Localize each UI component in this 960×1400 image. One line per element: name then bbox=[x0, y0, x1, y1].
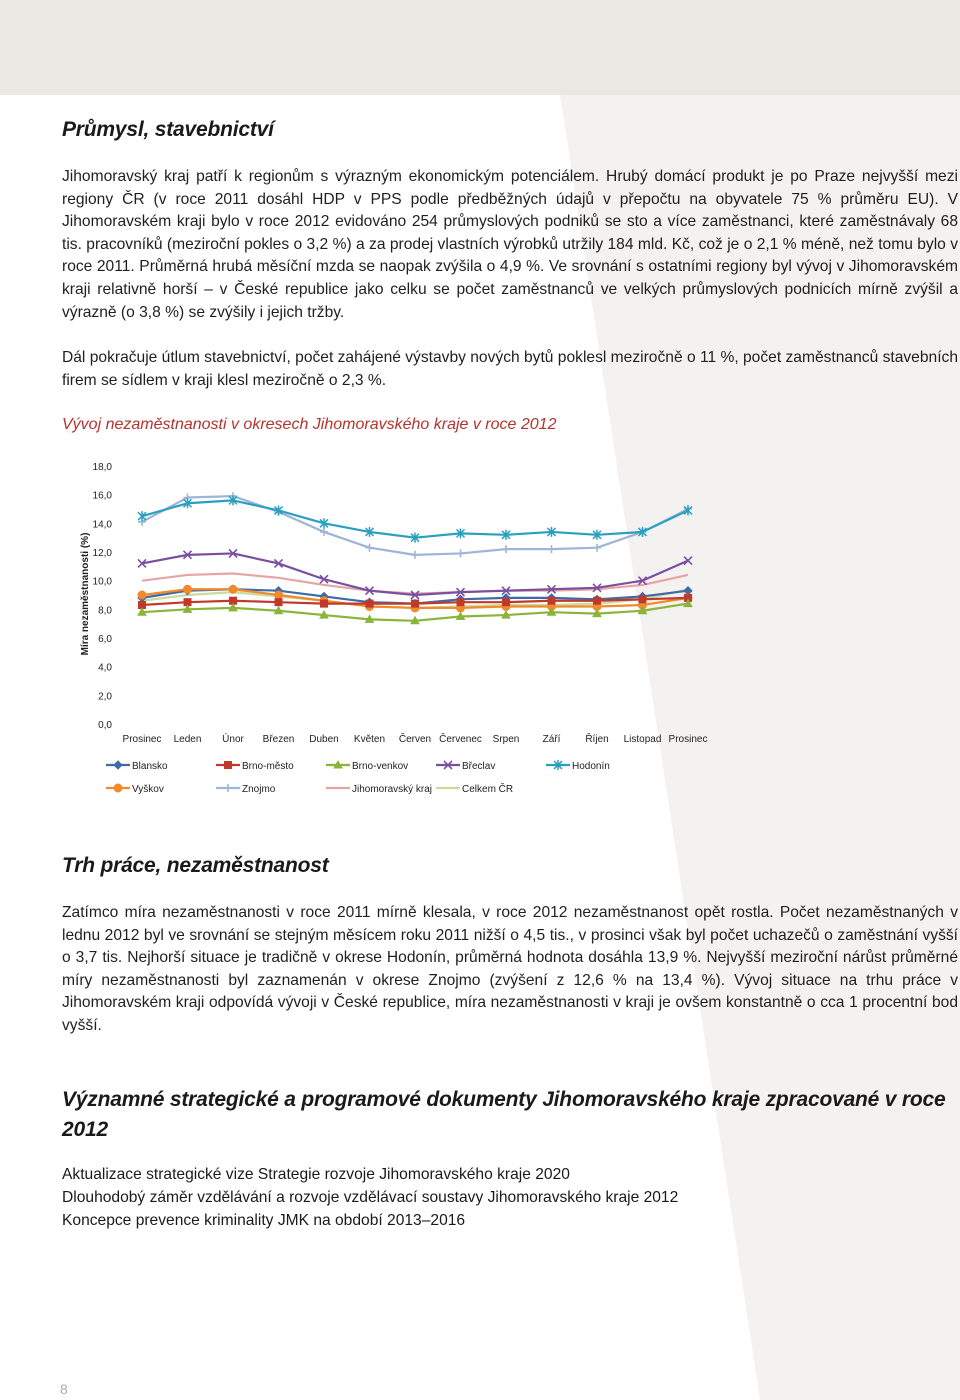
legend-label: Vyškov bbox=[132, 784, 164, 795]
y-tick-label: 6,0 bbox=[98, 634, 112, 645]
x-tick-label: Srpen bbox=[492, 734, 520, 745]
document-item: Dlouhodobý záměr vzdělávání a rozvoje vzdělávací soustavy Jihomoravského kraje 2012 bbox=[62, 1189, 679, 1206]
series-line bbox=[142, 500, 688, 537]
y-tick-label: 8,0 bbox=[98, 605, 112, 617]
x-tick-label: Prosinec bbox=[122, 734, 162, 745]
series-line bbox=[142, 496, 688, 555]
x-tick-label: Duben bbox=[309, 734, 339, 745]
data-point bbox=[412, 600, 419, 607]
data-point bbox=[321, 600, 328, 607]
legend-label: Brno-město bbox=[242, 761, 294, 772]
legend-label: Hodonín bbox=[572, 761, 610, 772]
unemployment-line-chart bbox=[62, 446, 960, 806]
data-point bbox=[184, 585, 192, 593]
chart-caption: Vývoj nezaměstnanosti v okresech Jihomoravského kraje v roce 2012 bbox=[62, 416, 557, 433]
x-tick-label: Červen bbox=[398, 734, 432, 745]
section-title-documents: Významné strategické a programové dokumenty Jihomoravského kraje zpracované v roce 2012 bbox=[62, 1088, 946, 1141]
y-tick-label: 12,0 bbox=[92, 548, 112, 559]
x-tick-label: Únor bbox=[222, 734, 244, 745]
section-title-industry: Průmysl, stavebnictví bbox=[62, 118, 274, 141]
data-point bbox=[457, 549, 465, 557]
x-tick-label: Září bbox=[542, 734, 561, 745]
data-point bbox=[502, 545, 510, 553]
x-tick-label: Prosinec bbox=[668, 734, 708, 745]
data-point bbox=[411, 551, 419, 559]
document-item: Aktualizace strategické vize Strategie rozvoje Jihomoravského kraje 2020 bbox=[62, 1166, 570, 1183]
y-tick-label: 14,0 bbox=[92, 519, 112, 531]
industry-paragraph-1: Jihomoravský kraj patří k regionům s výrazným ekonomickým potenciálem. Hrubý domácí produkt je po Praze nejvyšší mezi regiony ČR (v roce 2011 dosáhl HDP v PPS podle předběžných údajů v přepočtu na obyvatele 75 % průměru EU). V Jihomoravském kraji bylo v roce 2012 evidováno 254 průmyslových podniků se sto a více zaměstnanci, které zaměstnávaly 68 tis. pracovníků (meziroční pokles o 3,2 %) a za prodej vlastních výrobků utržily 184 mld. Kč, což je o 2,1 % méně, než tomu bylo v roce 2011. Průměrná hrubá měsíční mzda se naopak zvýšila o 4,9 %. Ve srovnání s ostatními regiony byl vývoj v Jihomoravském kraji relativně horší – v České republice jako celku se počet zaměstnanců ve velkých průmyslových podnicích mírně zvýšil a výrazně (o 3,8 %) se zvýšily i jejich tržby. bbox=[62, 168, 958, 321]
data-point bbox=[366, 544, 374, 552]
industry-paragraph-2: Dál pokračuje útlum stavebnictví, počet zahájené výstavby nových bytů poklesl meziročně o 11 %, počet zaměstnanců stavebních firem se sídlem v kraji klesl meziročně o 2,3 %. bbox=[62, 349, 958, 389]
data-point bbox=[320, 528, 328, 536]
data-point bbox=[275, 591, 283, 599]
data-point bbox=[138, 591, 146, 599]
data-point bbox=[114, 784, 122, 792]
data-point bbox=[684, 557, 692, 565]
documents-list bbox=[62, 1163, 678, 1232]
x-tick-label: Květen bbox=[353, 734, 386, 745]
data-point bbox=[114, 761, 122, 769]
data-point bbox=[225, 762, 232, 769]
data-point bbox=[275, 599, 282, 606]
y-tick-label: 0,0 bbox=[98, 720, 112, 731]
x-tick-label: Listopad bbox=[623, 734, 662, 745]
y-axis-label: Míra nezaměstnanosti (%) bbox=[80, 532, 91, 656]
data-point bbox=[548, 597, 555, 604]
x-tick-label: Březen bbox=[262, 734, 295, 745]
data-point bbox=[593, 544, 601, 552]
document-item: Koncepce prevence kriminality JMK na období 2013–2016 bbox=[62, 1212, 466, 1229]
y-tick-label: 16,0 bbox=[92, 490, 112, 502]
header-band bbox=[0, 0, 960, 95]
x-tick-label: Leden bbox=[173, 734, 202, 745]
legend-label: Blansko bbox=[132, 761, 168, 772]
page-number: 8 bbox=[60, 1381, 68, 1397]
data-point bbox=[366, 600, 373, 607]
data-point bbox=[457, 599, 464, 606]
labour-paragraph: Zatímco míra nezaměstnanosti v roce 2011 mírně klesala, v roce 2012 nezaměstnanost opět rostla. Počet nezaměstnaných v lednu 2012 byl ve srovnání se stejným měsícem roku 2011 nižší o 4,5 tis., v prosinci však byl počet uchazečů o zaměstnání vyšší o 3,7 tis. Nejhorší situace je tradičně v okrese Hodonín, průměrná hodnota dosáhla 13,9 %. Nejvyšší meziroční nárůst průměrné míry nezaměstnanosti byl zaznamenán v okrese Znojmo (zvýšení z 12,6 % na 13,4 %). Vývoj situace na trhu práce v Jihomoravském kraji odpovídá vývoji v České republice, míra nezaměstnanosti v kraji je ovšem konstantně o cca 1 procentní bod vyšší. bbox=[62, 904, 958, 1034]
legend-label: Jihomoravský kraj bbox=[352, 784, 433, 795]
data-point bbox=[503, 599, 510, 606]
data-point bbox=[224, 784, 232, 792]
y-tick-label: 4,0 bbox=[98, 662, 112, 674]
section-title-labour: Trh práce, nezaměstnanost bbox=[62, 854, 329, 877]
x-tick-label: Říjen bbox=[585, 734, 609, 745]
data-point bbox=[229, 585, 237, 593]
legend-label: Břeclav bbox=[462, 761, 496, 772]
legend-label: Znojmo bbox=[242, 784, 276, 795]
data-point bbox=[548, 545, 556, 553]
legend-label: Celkem ČR bbox=[462, 784, 514, 795]
legend-label: Brno-venkov bbox=[352, 761, 409, 772]
x-tick-label: Červenec bbox=[439, 734, 482, 745]
data-point bbox=[639, 596, 646, 603]
data-point bbox=[594, 597, 601, 604]
y-tick-label: 10,0 bbox=[92, 576, 112, 588]
y-tick-label: 18,0 bbox=[92, 462, 112, 473]
y-tick-label: 2,0 bbox=[98, 691, 112, 703]
